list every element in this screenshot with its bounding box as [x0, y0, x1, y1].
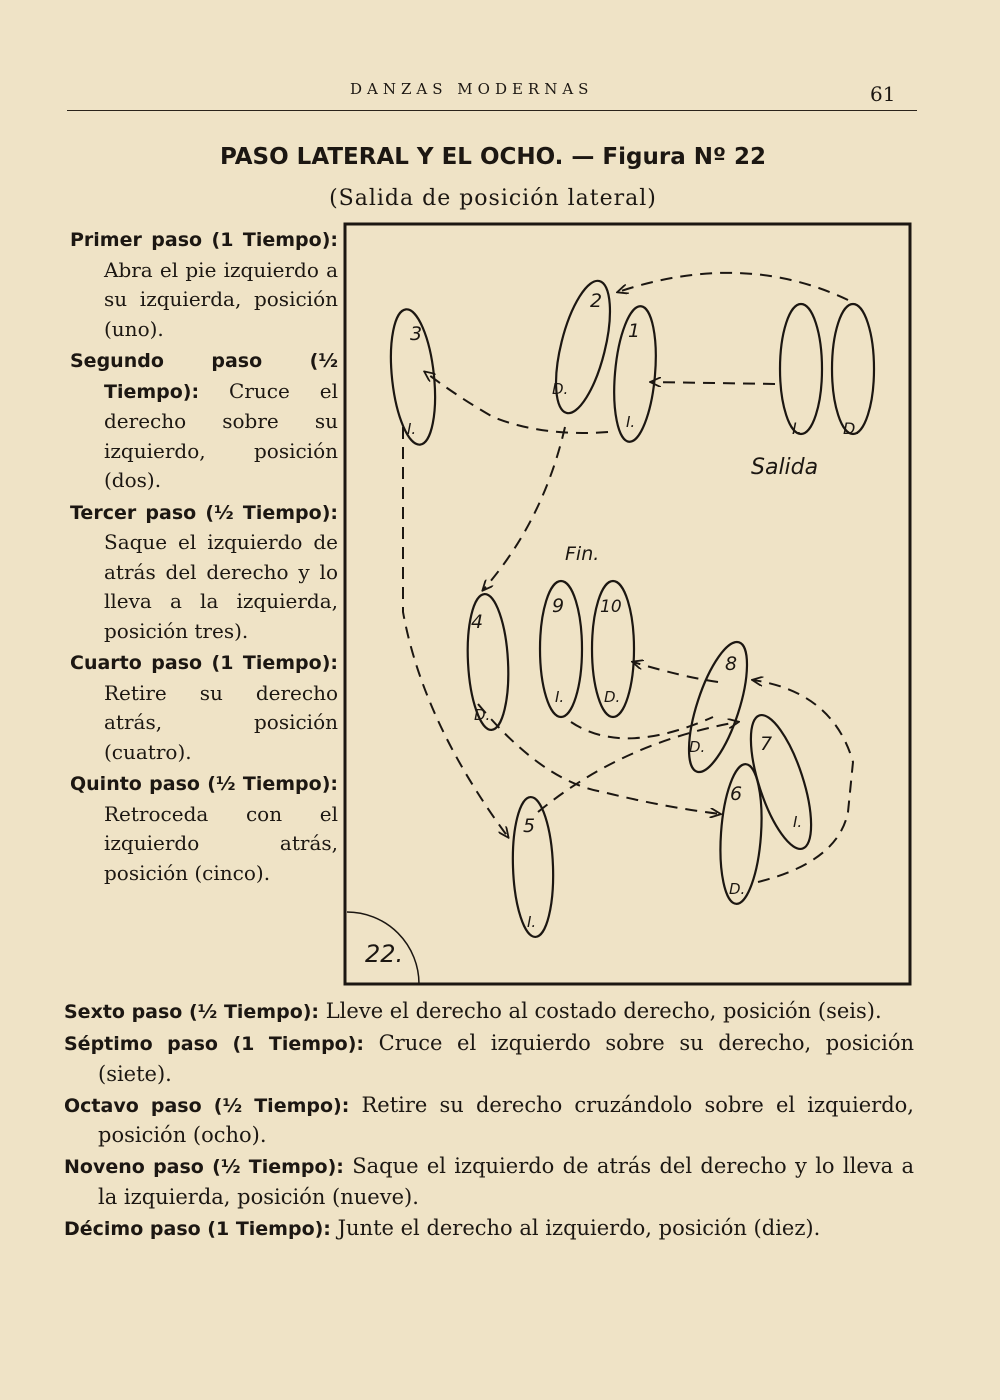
start-left-foot — [780, 304, 822, 438]
foot-mark: D. — [552, 380, 569, 398]
step-label: Quinto paso (½ Tiempo): — [70, 773, 338, 795]
step-text: Lleve el derecho al costado derecho, posición (seis). — [325, 999, 882, 1023]
path-start-to-1 — [651, 382, 775, 384]
step-10 — [64, 1214, 914, 1244]
step-1 — [70, 225, 338, 344]
step-number: 5 — [523, 815, 536, 837]
header-rule — [67, 110, 917, 111]
footprint-10 — [592, 581, 634, 717]
foot-mark: D. — [474, 706, 491, 724]
footprint-4 — [464, 593, 511, 731]
path-5-to-6 — [478, 704, 720, 814]
step-number: 9 — [552, 595, 565, 617]
step-9 — [64, 1152, 914, 1212]
footprint-9 — [540, 581, 582, 717]
diagram-canvas — [343, 222, 913, 987]
start-right-foot — [832, 304, 874, 438]
foot-mark: D. — [604, 688, 621, 706]
step-7 — [64, 1029, 914, 1089]
step-text: Junte el derecho al izquierdo, posición (diez). — [337, 1216, 821, 1241]
step-5 — [70, 769, 338, 888]
step-label: Tercer paso (½ Tiempo): — [70, 501, 338, 524]
step-text: Abra el pie izquierdo a su izquierda, posición (uno). — [104, 257, 338, 341]
step-label: Décimo paso (1 Tiempo): — [64, 1218, 331, 1241]
step-number: 4 — [471, 611, 484, 633]
path-3-to-4 — [483, 427, 565, 590]
step-text: Cruce el izquierdo sobre su derecho, posición (siete). — [98, 1031, 914, 1086]
step-label: Noveno paso (½ Tiempo): — [64, 1156, 344, 1179]
footprints — [385, 276, 874, 938]
step-number: 1 — [628, 320, 641, 342]
footprint-7 — [738, 709, 823, 856]
footprint-5 — [511, 796, 556, 937]
footprint-2 — [545, 276, 621, 419]
step-text: Saque el izquierdo de atrás del derecho y lo lleva a la izquierda, posición tres). — [104, 530, 338, 643]
section-title: PASO LATERAL Y EL OCHO. — Figura Nº 22 — [220, 144, 766, 170]
steps-left-column — [70, 225, 338, 888]
step-8 — [64, 1091, 914, 1151]
foot-mark: I. — [527, 913, 537, 931]
step-label: Octavo paso (½ Tiempo): — [64, 1094, 350, 1117]
steps-bottom-list — [64, 997, 914, 1244]
figure-number: 22. — [365, 940, 404, 968]
foot-mark: I. — [555, 688, 565, 706]
page-number: 61 — [870, 82, 896, 106]
path-4-to-5 — [403, 427, 508, 837]
step-label: Primer paso (1 Tiempo): — [70, 229, 338, 251]
foot-mark: I. — [626, 413, 636, 431]
step-number: 7 — [760, 733, 773, 755]
path-2-to-3 — [425, 372, 608, 433]
step-number: 8 — [725, 653, 738, 675]
running-head: DANZAS MODERNAS — [350, 80, 594, 98]
step-4 — [70, 648, 338, 767]
step-text: Retire su derecho cruzándolo sobre el izquierdo, posición (ocho). — [98, 1092, 914, 1148]
step-2 — [70, 346, 338, 496]
step-number: 2 — [590, 290, 603, 312]
foot-mark: D. — [689, 738, 706, 756]
step-text: Retire su derecho atrás, posición (cuatro). — [104, 680, 338, 764]
foot-mark: I. — [407, 420, 417, 438]
step-text: Saque el izquierdo de atrás del derecho y lo lleva a la izquierda, posición (nueve). — [98, 1154, 914, 1209]
dance-step-diagram — [343, 222, 913, 987]
end-label: Fin. — [565, 543, 600, 565]
step-paths — [403, 273, 853, 882]
step-text: Retroceda con el izquierdo atrás, posición (cinco). — [104, 801, 338, 885]
step-label: Séptimo paso (1 Tiempo): — [64, 1033, 365, 1056]
foot-mark: D. — [729, 880, 746, 898]
step-label: Segundo paso (½ Tiempo): — [70, 350, 338, 403]
foot-mark: D. — [843, 419, 861, 438]
section-subtitle: (Salida de posición lateral) — [329, 186, 657, 211]
foot-mark: I. — [792, 419, 802, 438]
path-start-to-2 — [618, 273, 848, 300]
step-6 — [64, 997, 914, 1027]
step-label: Cuarto paso (1 Tiempo): — [70, 652, 338, 674]
footprint-8 — [677, 636, 759, 778]
foot-mark: I. — [793, 813, 803, 831]
step-number: 10 — [600, 597, 622, 617]
start-label: Salida — [751, 455, 819, 480]
footprint-1 — [609, 305, 661, 444]
step-number: 3 — [410, 323, 423, 345]
step-text: Cruce el derecho sobre su izquierdo, posición (dos). — [104, 378, 339, 492]
step-3 — [70, 498, 338, 647]
step-label: Sexto paso (½ Tiempo): — [64, 1001, 320, 1023]
step-number: 6 — [730, 783, 743, 805]
